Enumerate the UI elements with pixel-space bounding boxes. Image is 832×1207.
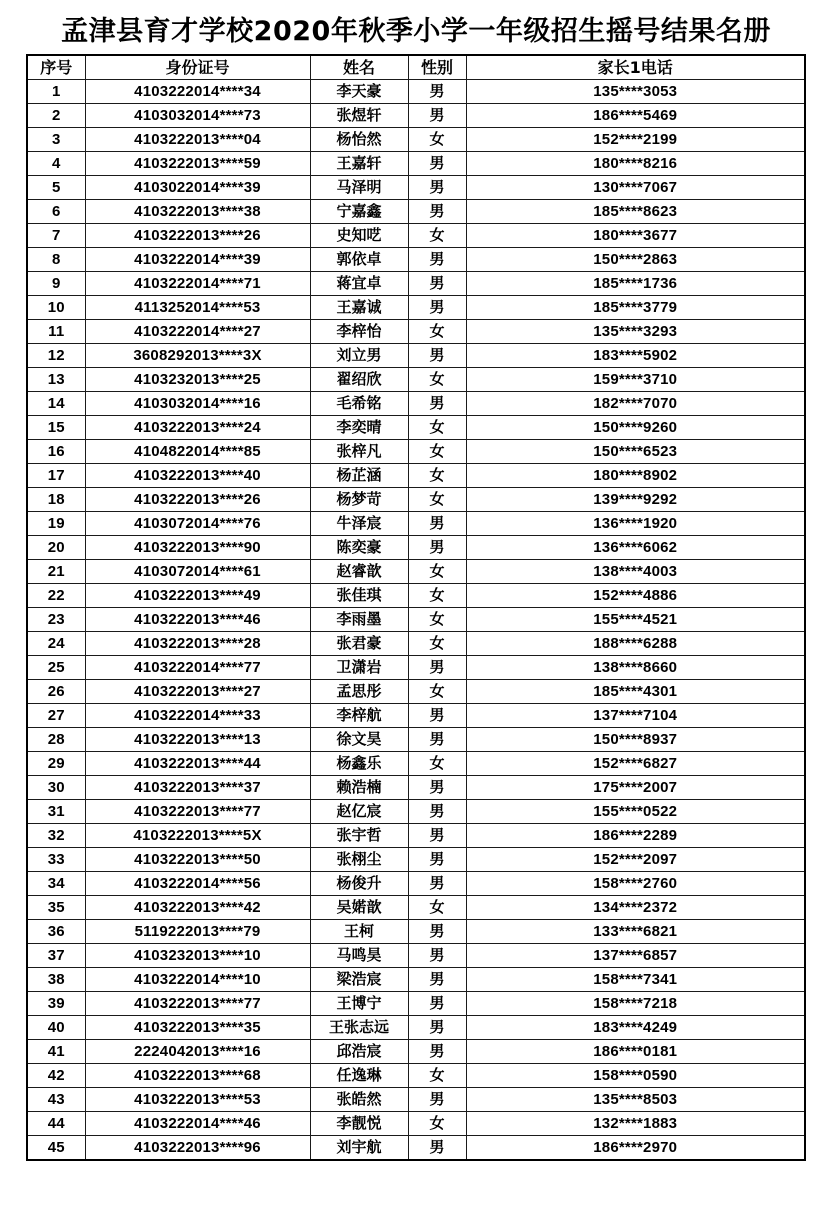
cell-gender: 女 — [408, 368, 466, 392]
cell-parent-phone: 186****2289 — [466, 824, 805, 848]
table-row — [27, 896, 805, 920]
cell-serial-number: 4 — [27, 152, 85, 176]
cell-gender: 男 — [408, 152, 466, 176]
table-row — [27, 992, 805, 1016]
table-row — [27, 584, 805, 608]
table-row — [27, 968, 805, 992]
cell-id-number: 3608292013****3X — [85, 344, 310, 368]
cell-id-number: 4103222013****42 — [85, 896, 310, 920]
cell-name: 张君豪 — [310, 632, 408, 656]
cell-serial-number: 10 — [27, 296, 85, 320]
cell-id-number: 4103222013****40 — [85, 464, 310, 488]
cell-gender: 女 — [408, 464, 466, 488]
cell-gender: 男 — [408, 512, 466, 536]
cell-serial-number: 16 — [27, 440, 85, 464]
cell-name: 李梓航 — [310, 704, 408, 728]
cell-parent-phone: 150****6523 — [466, 440, 805, 464]
cell-name: 徐文昊 — [310, 728, 408, 752]
cell-id-number: 4103222013****38 — [85, 200, 310, 224]
cell-gender: 女 — [408, 128, 466, 152]
cell-name: 张栩尘 — [310, 848, 408, 872]
cell-parent-phone: 135****3053 — [466, 80, 805, 104]
cell-name: 杨怡然 — [310, 128, 408, 152]
cell-parent-phone: 152****4886 — [466, 584, 805, 608]
cell-parent-phone: 155****4521 — [466, 608, 805, 632]
table-row — [27, 512, 805, 536]
cell-parent-phone: 158****0590 — [466, 1064, 805, 1088]
cell-serial-number: 31 — [27, 800, 85, 824]
cell-gender: 男 — [408, 80, 466, 104]
cell-id-number: 4103222013****90 — [85, 536, 310, 560]
cell-serial-number: 41 — [27, 1040, 85, 1064]
cell-id-number: 4103072014****61 — [85, 560, 310, 584]
table-row — [27, 392, 805, 416]
table-row — [27, 320, 805, 344]
cell-gender: 男 — [408, 248, 466, 272]
cell-name: 张宇哲 — [310, 824, 408, 848]
table-row — [27, 488, 805, 512]
cell-name: 刘宇航 — [310, 1136, 408, 1161]
cell-parent-phone: 135****8503 — [466, 1088, 805, 1112]
table-row — [27, 1040, 805, 1064]
cell-name: 张梓凡 — [310, 440, 408, 464]
cell-id-number: 4103222014****46 — [85, 1112, 310, 1136]
cell-parent-phone: 152****2199 — [466, 128, 805, 152]
cell-name: 孟思彤 — [310, 680, 408, 704]
cell-id-number: 4103222013****96 — [85, 1136, 310, 1161]
table-row — [27, 440, 805, 464]
cell-gender: 女 — [408, 680, 466, 704]
cell-id-number: 4103222013****27 — [85, 680, 310, 704]
cell-serial-number: 30 — [27, 776, 85, 800]
table-row — [27, 1136, 805, 1161]
cell-parent-phone: 137****6857 — [466, 944, 805, 968]
cell-serial-number: 28 — [27, 728, 85, 752]
cell-id-number: 4103222013****53 — [85, 1088, 310, 1112]
cell-id-number: 4103222013****5X — [85, 824, 310, 848]
cell-serial-number: 29 — [27, 752, 85, 776]
header-gender: 性别 — [408, 55, 466, 80]
document-title: 孟津县育才学校2020年秋季小学一年级招生摇号结果名册 — [61, 16, 771, 47]
cell-name: 杨俊升 — [310, 872, 408, 896]
cell-serial-number: 20 — [27, 536, 85, 560]
cell-name: 刘立男 — [310, 344, 408, 368]
cell-gender: 男 — [408, 776, 466, 800]
cell-name: 杨鑫乐 — [310, 752, 408, 776]
cell-name: 邱浩宸 — [310, 1040, 408, 1064]
cell-gender: 女 — [408, 584, 466, 608]
cell-id-number: 4103222013****77 — [85, 992, 310, 1016]
header-id-number: 身份证号 — [85, 55, 310, 80]
cell-id-number: 4103222013****59 — [85, 152, 310, 176]
cell-id-number: 4103222014****39 — [85, 248, 310, 272]
cell-gender: 女 — [408, 224, 466, 248]
table-row — [27, 704, 805, 728]
cell-name: 翟绍欣 — [310, 368, 408, 392]
cell-name: 毛希铭 — [310, 392, 408, 416]
cell-id-number: 4103222014****56 — [85, 872, 310, 896]
cell-parent-phone: 175****2007 — [466, 776, 805, 800]
table-row — [27, 848, 805, 872]
cell-serial-number: 36 — [27, 920, 85, 944]
cell-parent-phone: 186****0181 — [466, 1040, 805, 1064]
cell-name: 赵睿歆 — [310, 560, 408, 584]
cell-serial-number: 24 — [27, 632, 85, 656]
header-parent-phone: 家长1电话 — [466, 55, 805, 80]
cell-serial-number: 8 — [27, 248, 85, 272]
cell-id-number: 4104822014****85 — [85, 440, 310, 464]
cell-serial-number: 12 — [27, 344, 85, 368]
cell-gender: 男 — [408, 728, 466, 752]
table-row — [27, 776, 805, 800]
cell-serial-number: 26 — [27, 680, 85, 704]
cell-gender: 女 — [408, 632, 466, 656]
table-row — [27, 728, 805, 752]
cell-id-number: 4103222013****24 — [85, 416, 310, 440]
cell-id-number: 4103222014****33 — [85, 704, 310, 728]
cell-serial-number: 21 — [27, 560, 85, 584]
cell-name: 梁浩宸 — [310, 968, 408, 992]
cell-name: 陈奕豪 — [310, 536, 408, 560]
cell-parent-phone: 150****2863 — [466, 248, 805, 272]
cell-parent-phone: 150****8937 — [466, 728, 805, 752]
cell-serial-number: 22 — [27, 584, 85, 608]
cell-serial-number: 45 — [27, 1136, 85, 1161]
cell-gender: 男 — [408, 800, 466, 824]
cell-parent-phone: 180****8902 — [466, 464, 805, 488]
cell-parent-phone: 185****3779 — [466, 296, 805, 320]
cell-parent-phone: 186****2970 — [466, 1136, 805, 1161]
cell-gender: 女 — [408, 560, 466, 584]
header-serial-number: 序号 — [27, 55, 85, 80]
cell-parent-phone: 138****8660 — [466, 656, 805, 680]
cell-name: 李奕晴 — [310, 416, 408, 440]
cell-gender: 女 — [408, 440, 466, 464]
cell-id-number: 4103222013****28 — [85, 632, 310, 656]
table-row — [27, 752, 805, 776]
table-row — [27, 104, 805, 128]
table-row — [27, 1088, 805, 1112]
cell-parent-phone: 158****2760 — [466, 872, 805, 896]
cell-name: 吴婼歆 — [310, 896, 408, 920]
cell-serial-number: 14 — [27, 392, 85, 416]
cell-id-number: 4103222013****13 — [85, 728, 310, 752]
table-row — [27, 176, 805, 200]
cell-id-number: 4103022014****39 — [85, 176, 310, 200]
cell-serial-number: 25 — [27, 656, 85, 680]
table-row — [27, 920, 805, 944]
cell-id-number: 4103222013****04 — [85, 128, 310, 152]
cell-gender: 男 — [408, 176, 466, 200]
cell-gender: 男 — [408, 1040, 466, 1064]
cell-id-number: 4103222014****27 — [85, 320, 310, 344]
table-row — [27, 296, 805, 320]
table-row — [27, 632, 805, 656]
cell-parent-phone: 138****4003 — [466, 560, 805, 584]
cell-parent-phone: 158****7341 — [466, 968, 805, 992]
cell-serial-number: 13 — [27, 368, 85, 392]
table-row — [27, 128, 805, 152]
cell-id-number: 4103222013****26 — [85, 224, 310, 248]
cell-id-number: 4103222013****26 — [85, 488, 310, 512]
table-row — [27, 344, 805, 368]
table-body — [27, 80, 805, 1161]
cell-gender: 男 — [408, 104, 466, 128]
cell-gender: 男 — [408, 200, 466, 224]
cell-name: 马泽明 — [310, 176, 408, 200]
table-row — [27, 248, 805, 272]
cell-id-number: 4103222013****46 — [85, 608, 310, 632]
cell-gender: 男 — [408, 272, 466, 296]
cell-serial-number: 37 — [27, 944, 85, 968]
cell-id-number: 4103232013****10 — [85, 944, 310, 968]
cell-parent-phone: 186****5469 — [466, 104, 805, 128]
cell-id-number: 4103222013****37 — [85, 776, 310, 800]
cell-serial-number: 17 — [27, 464, 85, 488]
cell-serial-number: 15 — [27, 416, 85, 440]
cell-parent-phone: 185****4301 — [466, 680, 805, 704]
cell-name: 王嘉诚 — [310, 296, 408, 320]
table-row — [27, 608, 805, 632]
cell-id-number: 4103032014****16 — [85, 392, 310, 416]
cell-id-number: 4103222014****77 — [85, 656, 310, 680]
cell-id-number: 2224042013****16 — [85, 1040, 310, 1064]
cell-gender: 女 — [408, 896, 466, 920]
cell-name: 任逸琳 — [310, 1064, 408, 1088]
table-row — [27, 152, 805, 176]
cell-gender: 女 — [408, 752, 466, 776]
cell-parent-phone: 158****7218 — [466, 992, 805, 1016]
table-row — [27, 536, 805, 560]
cell-id-number: 4103072014****76 — [85, 512, 310, 536]
cell-name: 张煜轩 — [310, 104, 408, 128]
table-row — [27, 200, 805, 224]
cell-parent-phone: 132****1883 — [466, 1112, 805, 1136]
cell-parent-phone: 185****8623 — [466, 200, 805, 224]
cell-parent-phone: 180****3677 — [466, 224, 805, 248]
cell-gender: 男 — [408, 968, 466, 992]
cell-parent-phone: 183****4249 — [466, 1016, 805, 1040]
cell-id-number: 4103222014****71 — [85, 272, 310, 296]
table-row — [27, 872, 805, 896]
cell-name: 李天豪 — [310, 80, 408, 104]
cell-name: 宁嘉鑫 — [310, 200, 408, 224]
cell-parent-phone: 137****7104 — [466, 704, 805, 728]
cell-parent-phone: 159****3710 — [466, 368, 805, 392]
cell-parent-phone: 188****6288 — [466, 632, 805, 656]
table-row — [27, 1016, 805, 1040]
cell-serial-number: 27 — [27, 704, 85, 728]
cell-id-number: 5119222013****79 — [85, 920, 310, 944]
cell-gender: 男 — [408, 704, 466, 728]
cell-name: 李梓怡 — [310, 320, 408, 344]
cell-parent-phone: 135****3293 — [466, 320, 805, 344]
cell-name: 李雨墨 — [310, 608, 408, 632]
cell-id-number: 4103232013****25 — [85, 368, 310, 392]
table-header-row — [27, 55, 805, 80]
cell-gender: 男 — [408, 296, 466, 320]
cell-gender: 女 — [408, 1064, 466, 1088]
cell-parent-phone: 155****0522 — [466, 800, 805, 824]
cell-serial-number: 32 — [27, 824, 85, 848]
cell-name: 史知呓 — [310, 224, 408, 248]
cell-name: 牛泽宸 — [310, 512, 408, 536]
cell-name: 张皓然 — [310, 1088, 408, 1112]
cell-gender: 女 — [408, 1112, 466, 1136]
cell-id-number: 4103222013****44 — [85, 752, 310, 776]
cell-id-number: 4103222014****10 — [85, 968, 310, 992]
cell-gender: 男 — [408, 872, 466, 896]
cell-gender: 男 — [408, 920, 466, 944]
cell-gender: 男 — [408, 1136, 466, 1161]
cell-gender: 男 — [408, 536, 466, 560]
cell-id-number: 4103222013****50 — [85, 848, 310, 872]
cell-gender: 男 — [408, 656, 466, 680]
table-row — [27, 656, 805, 680]
cell-serial-number: 18 — [27, 488, 85, 512]
cell-parent-phone: 150****9260 — [466, 416, 805, 440]
cell-gender: 男 — [408, 848, 466, 872]
cell-name: 蒋宜卓 — [310, 272, 408, 296]
cell-serial-number: 33 — [27, 848, 85, 872]
cell-gender: 男 — [408, 944, 466, 968]
cell-parent-phone: 182****7070 — [466, 392, 805, 416]
cell-gender: 男 — [408, 824, 466, 848]
cell-name: 王柯 — [310, 920, 408, 944]
cell-parent-phone: 136****1920 — [466, 512, 805, 536]
cell-name: 赖浩楠 — [310, 776, 408, 800]
cell-parent-phone: 183****5902 — [466, 344, 805, 368]
cell-name: 李靓悦 — [310, 1112, 408, 1136]
cell-gender: 男 — [408, 344, 466, 368]
cell-name: 王张志远 — [310, 1016, 408, 1040]
cell-serial-number: 2 — [27, 104, 85, 128]
table-row — [27, 464, 805, 488]
cell-gender: 女 — [408, 608, 466, 632]
table-row — [27, 800, 805, 824]
cell-gender: 男 — [408, 992, 466, 1016]
cell-serial-number: 9 — [27, 272, 85, 296]
cell-name: 卫潇岩 — [310, 656, 408, 680]
cell-serial-number: 40 — [27, 1016, 85, 1040]
cell-id-number: 4103222013****68 — [85, 1064, 310, 1088]
table-row — [27, 224, 805, 248]
cell-name: 赵亿宸 — [310, 800, 408, 824]
cell-id-number: 4103222013****77 — [85, 800, 310, 824]
cell-serial-number: 43 — [27, 1088, 85, 1112]
cell-parent-phone: 136****6062 — [466, 536, 805, 560]
header-name: 姓名 — [310, 55, 408, 80]
cell-serial-number: 35 — [27, 896, 85, 920]
cell-gender: 男 — [408, 392, 466, 416]
cell-serial-number: 11 — [27, 320, 85, 344]
cell-name: 郭依卓 — [310, 248, 408, 272]
cell-serial-number: 3 — [27, 128, 85, 152]
cell-serial-number: 34 — [27, 872, 85, 896]
cell-gender: 女 — [408, 416, 466, 440]
cell-serial-number: 44 — [27, 1112, 85, 1136]
cell-serial-number: 1 — [27, 80, 85, 104]
cell-name: 杨梦苛 — [310, 488, 408, 512]
cell-serial-number: 42 — [27, 1064, 85, 1088]
cell-parent-phone: 180****8216 — [466, 152, 805, 176]
cell-id-number: 4103222013****35 — [85, 1016, 310, 1040]
cell-id-number: 4103222013****49 — [85, 584, 310, 608]
cell-serial-number: 39 — [27, 992, 85, 1016]
cell-name: 杨芷涵 — [310, 464, 408, 488]
cell-parent-phone: 152****6827 — [466, 752, 805, 776]
cell-gender: 男 — [408, 1016, 466, 1040]
cell-serial-number: 6 — [27, 200, 85, 224]
cell-name: 王博宁 — [310, 992, 408, 1016]
cell-name: 王嘉轩 — [310, 152, 408, 176]
cell-parent-phone: 130****7067 — [466, 176, 805, 200]
table-row — [27, 944, 805, 968]
table-row — [27, 680, 805, 704]
table-row — [27, 416, 805, 440]
cell-serial-number: 19 — [27, 512, 85, 536]
cell-serial-number: 5 — [27, 176, 85, 200]
cell-parent-phone: 133****6821 — [466, 920, 805, 944]
cell-gender: 女 — [408, 320, 466, 344]
cell-id-number: 4113252014****53 — [85, 296, 310, 320]
cell-name: 张佳琪 — [310, 584, 408, 608]
cell-id-number: 4103222014****34 — [85, 80, 310, 104]
cell-parent-phone: 139****9292 — [466, 488, 805, 512]
table-row — [27, 1112, 805, 1136]
lottery-results-table — [26, 54, 806, 1161]
table-row — [27, 80, 805, 104]
cell-name: 马鸣昊 — [310, 944, 408, 968]
cell-parent-phone: 185****1736 — [466, 272, 805, 296]
cell-gender: 男 — [408, 1088, 466, 1112]
cell-serial-number: 7 — [27, 224, 85, 248]
table-row — [27, 1064, 805, 1088]
cell-id-number: 4103032014****73 — [85, 104, 310, 128]
cell-serial-number: 23 — [27, 608, 85, 632]
table-row — [27, 368, 805, 392]
cell-gender: 女 — [408, 488, 466, 512]
cell-serial-number: 38 — [27, 968, 85, 992]
table-row — [27, 824, 805, 848]
table-row — [27, 560, 805, 584]
cell-parent-phone: 134****2372 — [466, 896, 805, 920]
cell-parent-phone: 152****2097 — [466, 848, 805, 872]
table-row — [27, 272, 805, 296]
